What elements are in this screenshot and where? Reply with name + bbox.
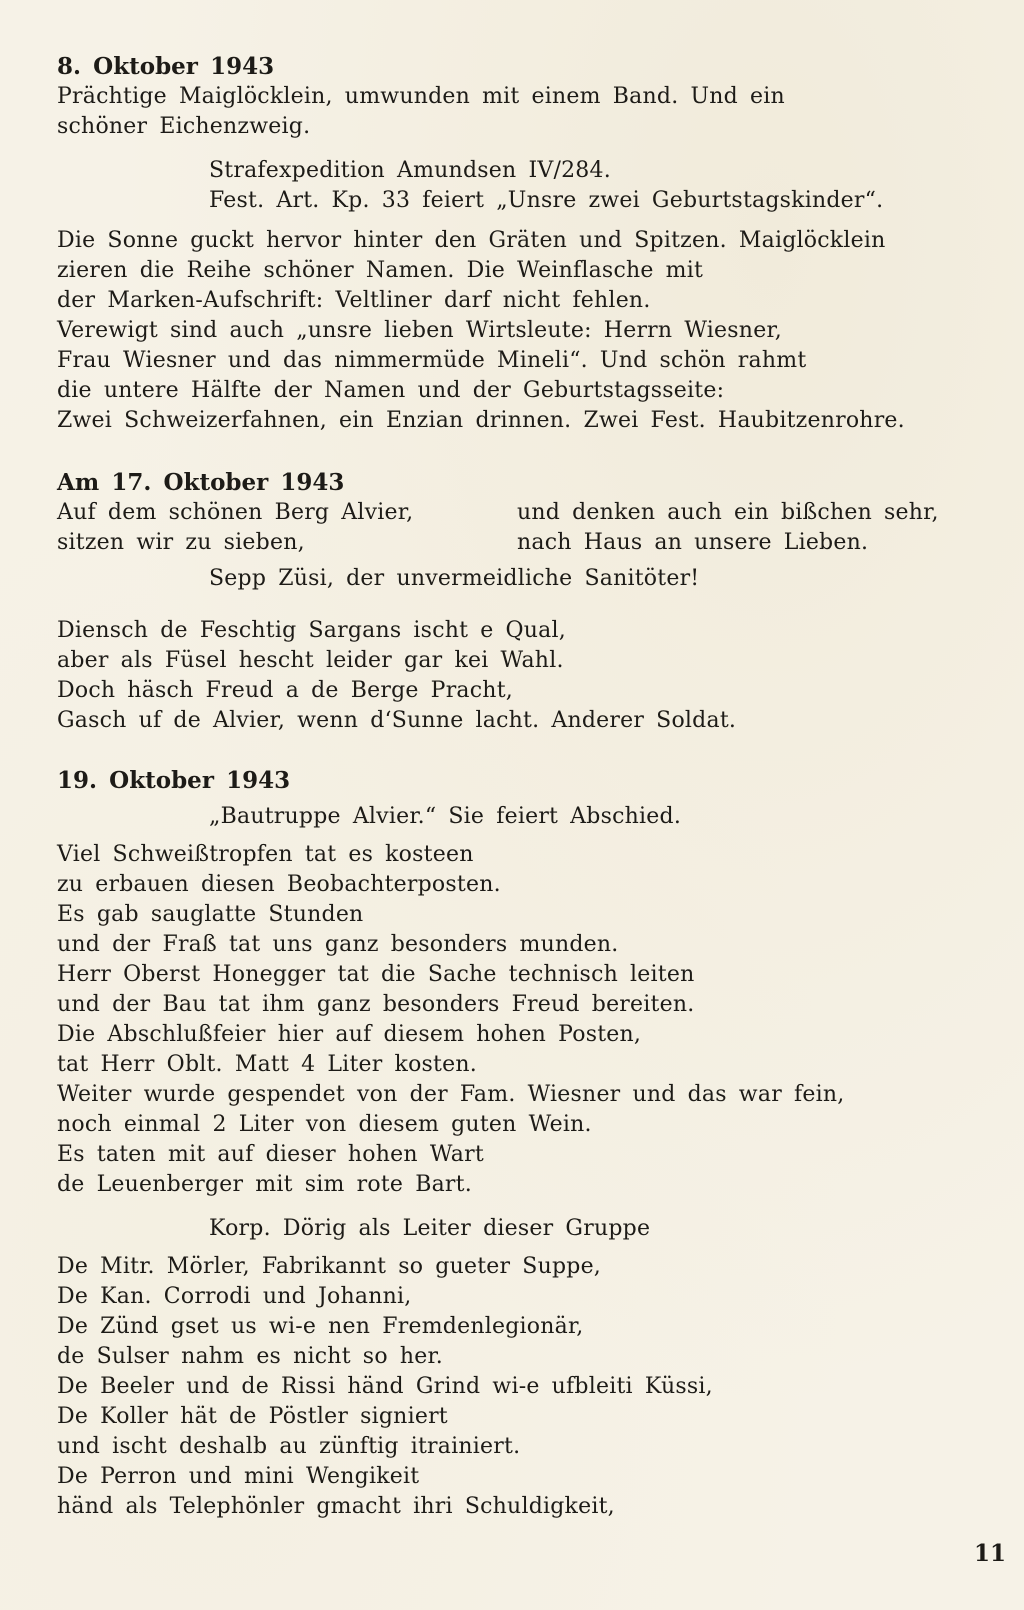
page-content xyxy=(57,52,974,1522)
text-line: de Leuenberger mit sim rote Bart. xyxy=(57,1172,472,1197)
text-line: Doch häsch Freud a de Berge Pracht, xyxy=(57,678,513,703)
text-line: De Mitr. Mörler, Fabrikannt so gueter Suppe, xyxy=(57,1254,602,1279)
date-heading: Am 17. Oktober 1943 xyxy=(57,469,345,496)
text-line: die untere Hälfte der Namen und der Geburtstagsseite: xyxy=(57,378,725,403)
indented-block xyxy=(209,1214,974,1244)
indented-block xyxy=(209,564,974,594)
verse-column-right xyxy=(517,498,974,558)
text-line: aber als Füsel hescht leider gar kei Wahl. xyxy=(57,648,564,673)
text-line: De Beeler und de Rissi händ Grind wi-e ufbleiti Küssi, xyxy=(57,1374,713,1399)
text-line: schöner Eichenzweig. xyxy=(57,114,311,139)
indented-line: Strafexpedition Amundsen IV/284. xyxy=(209,158,611,183)
text-line: de Sulser nahm es nicht so her. xyxy=(57,1344,444,1369)
indented-line: „Bautruppe Alvier.“ Sie feiert Abschied. xyxy=(209,804,682,829)
text-line: Weiter wurde gespendet von der Fam. Wiesner und das war fein, xyxy=(57,1082,845,1107)
text-line: nach Haus an unsere Lieben. xyxy=(517,530,869,555)
text-line: und denken auch ein bißchen sehr, xyxy=(517,500,939,525)
indented-line: Fest. Art. Kp. 33 feiert „Unsre zwei Geburtstagskinder“. xyxy=(209,188,884,213)
text-line: De Perron und mini Wengikeit xyxy=(57,1464,420,1489)
text-line: De Zünd gset us wi-e nen Fremdenlegionär, xyxy=(57,1314,584,1339)
page-number: 11 xyxy=(973,1540,1006,1567)
text-line: und der Bau tat ihm ganz besonders Freud bereiten. xyxy=(57,992,695,1017)
indented-line: Sepp Züsi, der unvermeidliche Sanitöter! xyxy=(209,566,700,591)
paragraph xyxy=(57,840,974,1200)
text-line: Die Sonne guckt hervor hinter den Gräten und Spitzen. Maiglöcklein xyxy=(57,228,886,253)
text-line: Herr Oberst Honegger tat die Sache technisch leiten xyxy=(57,962,695,987)
text-line: der Marken-Aufschrift: Veltliner darf nicht fehlen. xyxy=(57,288,651,313)
text-line: De Koller hät de Pöstler signiert xyxy=(57,1404,448,1429)
text-line: zu erbauen diesen Beobachterposten. xyxy=(57,872,501,897)
text-line: Auf dem schönen Berg Alvier, xyxy=(57,500,414,525)
text-line: Diensch de Feschtig Sargans ischt e Qual, xyxy=(57,618,566,643)
indented-block xyxy=(209,156,974,216)
text-line: händ als Telephönler gmacht ihri Schuldigkeit, xyxy=(57,1494,615,1519)
text-line: De Kan. Corrodi und Johanni, xyxy=(57,1284,412,1309)
paragraph xyxy=(57,616,974,736)
indented-line: Korp. Dörig als Leiter dieser Gruppe xyxy=(209,1216,651,1241)
text-line: Zwei Schweizerfahnen, ein Enzian drinnen. Zwei Fest. Haubitzenrohre. xyxy=(57,408,905,433)
verse-column-left xyxy=(57,498,517,558)
paragraph xyxy=(57,82,974,142)
paragraph xyxy=(57,1252,974,1522)
date-heading: 19. Oktober 1943 xyxy=(57,767,291,794)
text-line: Gasch uf de Alvier, wenn d‘Sunne lacht. Anderer Soldat. xyxy=(57,708,737,733)
text-line: Es taten mit auf dieser hohen Wart xyxy=(57,1142,484,1167)
text-line: Prächtige Maiglöcklein, umwunden mit einem Band. Und ein xyxy=(57,84,785,109)
text-line: Frau Wiesner und das nimmermüde Mineli“. Und schön rahmt xyxy=(57,348,807,373)
text-line: Die Abschlußfeier hier auf diesem hohen Posten, xyxy=(57,1022,642,1047)
text-line: tat Herr Oblt. Matt 4 Liter kosten. xyxy=(57,1052,477,1077)
text-line: sitzen wir zu sieben, xyxy=(57,530,305,555)
date-heading: 8. Oktober 1943 xyxy=(57,53,275,80)
paragraph xyxy=(57,226,974,436)
text-line: noch einmal 2 Liter von diesem guten Wein. xyxy=(57,1112,592,1137)
text-line: und der Fraß tat uns ganz besonders munden. xyxy=(57,932,619,957)
text-line: Verewigt sind auch „unsre lieben Wirtsleute: Herrn Wiesner, xyxy=(57,318,782,343)
verse-columns xyxy=(57,498,974,558)
text-line: Viel Schweißtropfen tat es kosteen xyxy=(57,842,474,867)
text-line: und ischt deshalb au zünftig itrainiert. xyxy=(57,1434,521,1459)
text-line: zieren die Reihe schöner Namen. Die Weinflasche mit xyxy=(57,258,704,283)
text-line: Es gab sauglatte Stunden xyxy=(57,902,364,927)
indented-block xyxy=(209,802,974,832)
